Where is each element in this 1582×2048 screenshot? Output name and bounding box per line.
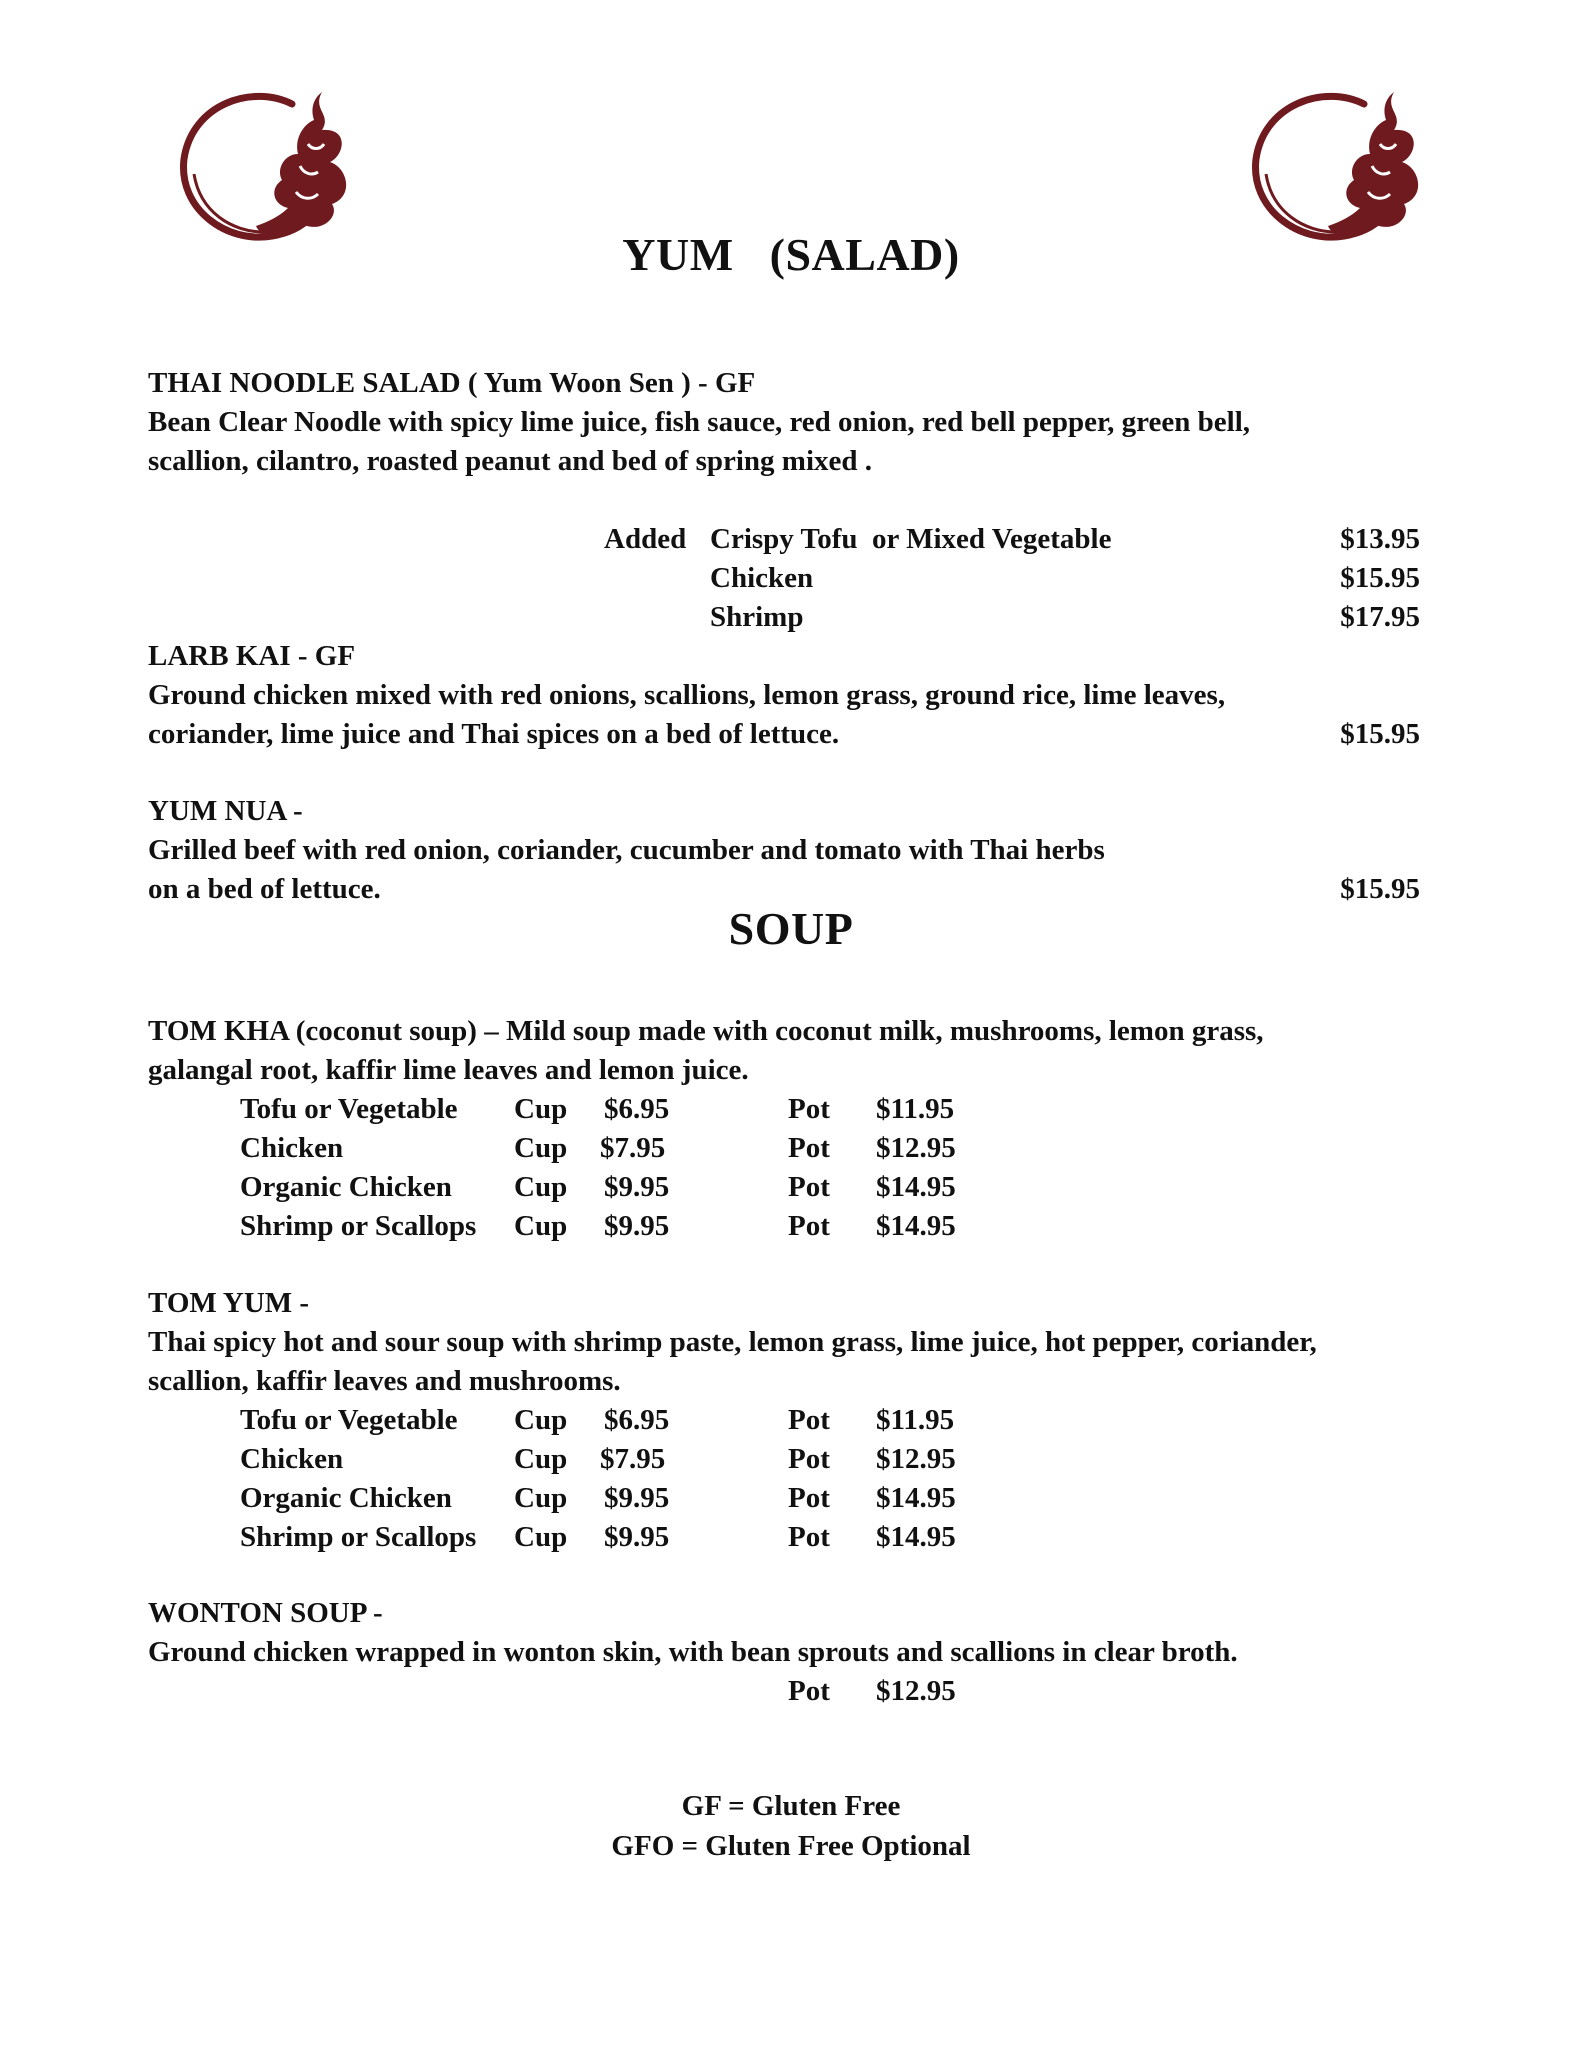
tom-yum-desc-1: Thai spicy hot and sour soup with shrimp paste, lemon grass, lime juice, hot pepper, coriander, [148, 1326, 1317, 1358]
pot-label: Pot [788, 1404, 830, 1436]
cup-price: $6.95 [604, 1404, 670, 1436]
row-name: Chicken [240, 1443, 344, 1475]
cup-price: $9.95 [604, 1482, 670, 1514]
pot-price: $12.95 [876, 1132, 956, 1164]
salad-section-title: YUM (SALAD) [622, 229, 960, 280]
tom-kha-desc-1: TOM KHA (coconut soup) – Mild soup made with coconut milk, mushrooms, lemon grass, [148, 1015, 1264, 1047]
yum-nua-price: $15.95 [1340, 873, 1420, 905]
cup-price: $9.95 [604, 1171, 670, 1203]
option-name: Shrimp [710, 601, 804, 633]
pot-price: $14.95 [876, 1482, 956, 1514]
row-name: Organic Chicken [240, 1171, 452, 1203]
cup-label: Cup [514, 1482, 568, 1514]
row-name: Organic Chicken [240, 1482, 452, 1514]
pot-price: $14.95 [876, 1210, 956, 1242]
cup-label: Cup [514, 1171, 568, 1203]
pot-label: Pot [788, 1675, 830, 1707]
tom-yum-name: TOM YUM - [148, 1287, 310, 1319]
cup-label: Cup [514, 1521, 568, 1553]
wonton-desc: Ground chicken wrapped in wonton skin, with bean sprouts and scallions in clear broth. [148, 1636, 1238, 1668]
added-label: Added [604, 523, 687, 555]
pot-price: $12.95 [876, 1675, 956, 1707]
legend-gfo: GFO = Gluten Free Optional [611, 1830, 971, 1862]
pot-label: Pot [788, 1210, 830, 1242]
tom-kha-desc-2: galangal root, kaffir lime leaves and lemon juice. [148, 1054, 749, 1086]
option-name: Crispy Tofu or Mixed Vegetable [710, 523, 1112, 555]
pot-price: $11.95 [876, 1093, 955, 1125]
pot-price: $11.95 [876, 1404, 955, 1436]
option-price: $13.95 [1340, 523, 1420, 555]
row-name: Shrimp or Scallops [240, 1521, 477, 1553]
pot-label: Pot [788, 1093, 830, 1125]
option-price: $15.95 [1340, 562, 1420, 594]
cup-price: $9.95 [604, 1210, 670, 1242]
option-name: Chicken [710, 562, 814, 594]
legend-gf: GF = Gluten Free [681, 1790, 901, 1822]
row-name: Chicken [240, 1132, 344, 1164]
option-price: $17.95 [1340, 601, 1420, 633]
pot-label: Pot [788, 1443, 830, 1475]
cup-label: Cup [514, 1210, 568, 1242]
pot-label: Pot [788, 1521, 830, 1553]
row-name: Shrimp or Scallops [240, 1210, 477, 1242]
pot-label: Pot [788, 1132, 830, 1164]
cup-label: Cup [514, 1443, 568, 1475]
larb-kai-desc-2: coriander, lime juice and Thai spices on a bed of lettuce. [148, 718, 840, 750]
pot-price: $12.95 [876, 1443, 956, 1475]
cup-price: $6.95 [604, 1093, 670, 1125]
yum-nua-name: YUM NUA - [148, 795, 303, 827]
cup-price: $7.95 [600, 1443, 666, 1475]
yum-nua-desc-2: on a bed of lettuce. [148, 873, 381, 905]
noodle-salad-name: THAI NOODLE SALAD ( Yum Woon Sen ) - GF [148, 367, 756, 399]
pot-label: Pot [788, 1482, 830, 1514]
noodle-salad-desc-1: Bean Clear Noodle with spicy lime juice, fish sauce, red onion, red bell pepper, green bell, [148, 406, 1250, 438]
cup-price: $9.95 [604, 1521, 670, 1553]
cup-label: Cup [514, 1404, 568, 1436]
row-name: Tofu or Vegetable [240, 1093, 458, 1125]
soup-section-title: SOUP [728, 903, 854, 954]
wonton-name: WONTON SOUP - [148, 1597, 383, 1629]
pot-price: $14.95 [876, 1521, 956, 1553]
yum-nua-desc-1: Grilled beef with red onion, coriander, cucumber and tomato with Thai herbs [148, 834, 1105, 866]
cup-price: $7.95 [600, 1132, 666, 1164]
larb-kai-price: $15.95 [1340, 718, 1420, 750]
pot-price: $14.95 [876, 1171, 956, 1203]
pot-label: Pot [788, 1171, 830, 1203]
row-name: Tofu or Vegetable [240, 1404, 458, 1436]
larb-kai-name: LARB KAI - GF [148, 640, 356, 672]
cup-label: Cup [514, 1093, 568, 1125]
larb-kai-desc-1: Ground chicken mixed with red onions, scallions, lemon grass, ground rice, lime leaves, [148, 679, 1226, 711]
cup-label: Cup [514, 1132, 568, 1164]
noodle-salad-desc-2: scallion, cilantro, roasted peanut and bed of spring mixed . [148, 445, 873, 477]
tom-yum-desc-2: scallion, kaffir leaves and mushrooms. [148, 1365, 621, 1397]
